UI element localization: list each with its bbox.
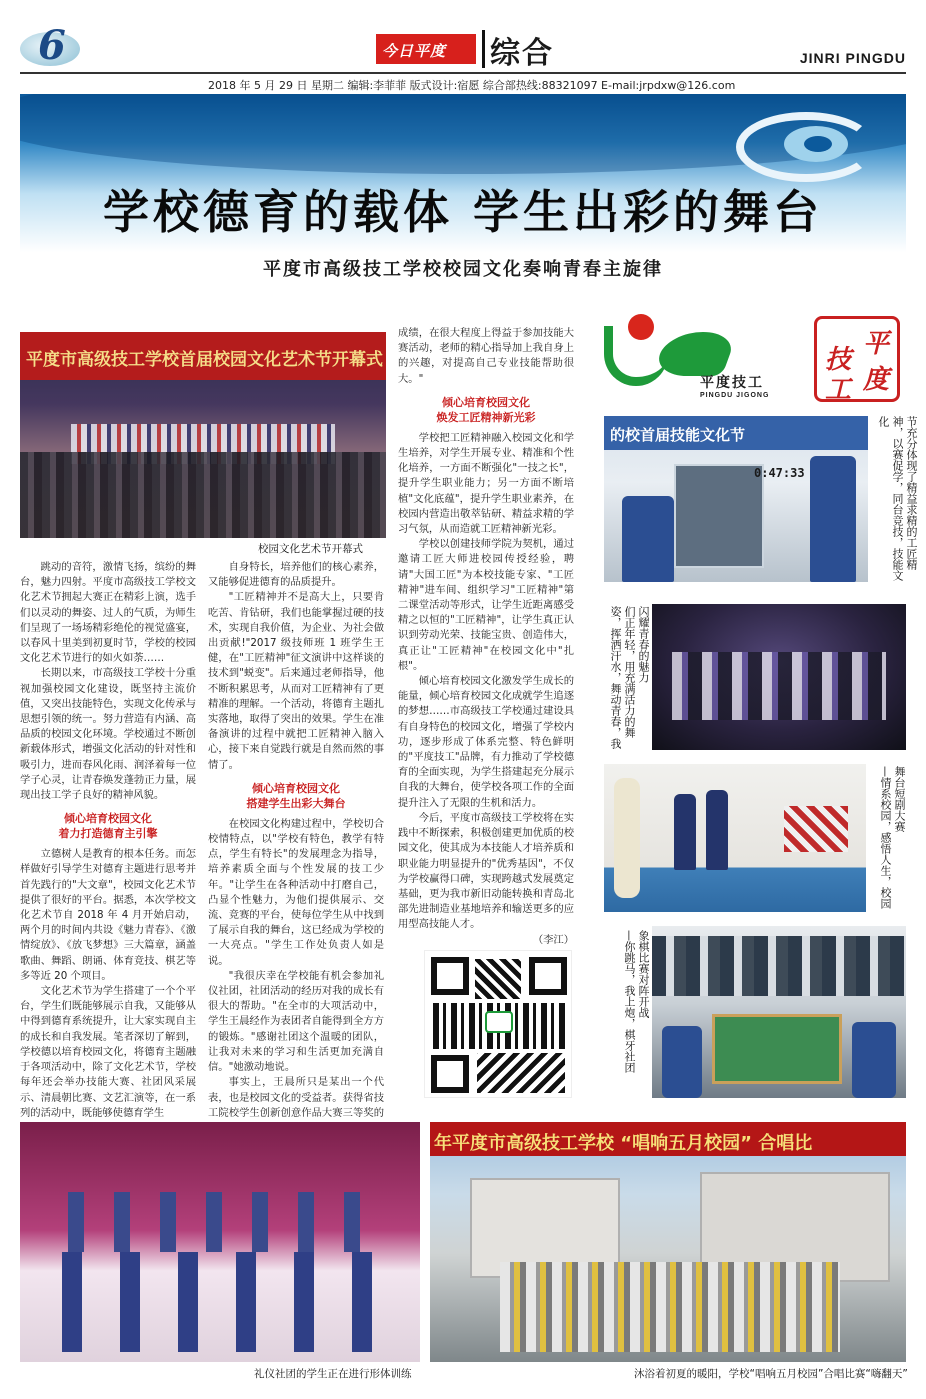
logo-pinyin: PINGDU JIGONG (700, 392, 770, 399)
lab-banner-sign: 的校首届技能文化节 (604, 416, 868, 450)
qr-finder-bl (431, 1055, 469, 1093)
etiquette-training-photo (20, 1122, 420, 1362)
article-column-1 (20, 560, 196, 1121)
lab-photo-caption: 节充分体现了精益求精的工匠精神，以赛促学，同台竞技，技能文化 (877, 416, 918, 581)
article-paragraph: 在校园文化构建过程中，学校切合校情特点，以"学校有特色，教学有特点，学生有特长"的发展理念为指导，培养素质全面与个性发展的技工少年。"让学生在各种活动中打磨自己，凸显个性魅力，为他们提供展示、交流、竞赛的平台，使每位学生从中找到了展示自我的舞台，这已经成为学校的一大亮点。"学生工作处负责人如是说。 (208, 817, 384, 967)
qr-modules (475, 959, 521, 999)
choir-banner-sign: 年平度市高级技工学校 “唱响五月校园” 合唱比 (430, 1122, 906, 1156)
article-paragraph: 文化艺术节为学生搭建了一个个平台，学生们既能够展示自我，又能够从中得到德育系统提升，让大家实现自主的成长和自我发展。笔者深切了解到，学校德以培育校园文化，将德育主题融于各项活动中，除了文化艺术节，学校每年还会举办技能大赛、社团风采展示、清晨朝比赛、文艺汇演等，在一系列的活动中，既能够使德育学生 (20, 985, 196, 1119)
newspaper-brand-logo: 今日平度 (376, 34, 476, 64)
chess-photo-caption: 象棋比赛对阵开战 —你跳马，我上炮，棋牙社团 (623, 930, 650, 1073)
qr-modules (477, 1053, 565, 1093)
stage-prop (614, 778, 640, 898)
qr-code (424, 950, 572, 1098)
actor-figure (674, 794, 696, 870)
dancers (672, 652, 886, 720)
masthead-divider (482, 30, 485, 68)
section-subheading: 倾心培育校园文化 搭建学生出彩大舞台 (246, 781, 346, 810)
article-paragraph: 自身特长，培养他们的核心素养，又能够促进德育的品质提升。 (208, 561, 384, 589)
qr-finder-tr (529, 957, 567, 995)
opening-ceremony-photo (20, 332, 386, 538)
page-headline: 学校德育的载体 学生出彩的舞台 (102, 185, 823, 239)
article-paragraph: 立德树人是教育的根本任务。而怎样做好引导学生对德育主题进行思考并首先践行的"大文章"，校园文化艺术节提供了很好的平台。据悉，本次学校文化艺术节自 2018 年 4 月开始启动，两个月的时间内共设《魅力青春》、《激情绽放》、《放飞梦想》三大篇章，涵盖歌曲、舞蹈、朗诵、体育竞技、棋艺等多等近 20 个项目。 (20, 848, 196, 982)
page-subheadline: 平度市高级技工学校校园文化奏响青春主旋律 (263, 259, 663, 280)
article-paragraph: 今后，平度市高级技工学校将在实践中不断探索，积极创建更加优质的校园文化，使其成为本技能人才培养质和职业能力明显提升的"优秀基因"，不仅为学校赢得口碑，实现跨越式发展奠定基础，更为我市新旧动能转换和青岛北部先进制造业基地培养和输送更多的应用型高技能人才。 (398, 811, 574, 931)
banner-swirl-core (804, 136, 832, 152)
dance-photo-caption: 闪耀青春的魅力 们正年轻，用充满活力的舞姿，挥洒汗水，舞动青春，我 (609, 606, 650, 749)
article-byline: （李江） (532, 933, 574, 946)
page-number-text: 6 (38, 22, 66, 69)
section-title: 综合 (490, 36, 554, 71)
trainee-row-standing (50, 1192, 390, 1252)
student-figure (622, 496, 674, 582)
spectators (652, 936, 906, 996)
training-station (674, 464, 764, 568)
article-paragraph: "工匠精神并不是高大上，只要肯吃苦、肯钻研，我们也能掌握过硬的技术，实现自我价值，为企业、为社会做出贡献!"2017 级技师班 1 班学生王健，在"工匠精神"征文演讲中这样谈的技术到"蜕变"。后来通过老师指导，他不断积累思考，从而对工匠精神有了更精准的理解。一个活动，将德育主题扎实落地，取得了突出的效果。学生在准备演讲的过程中就把工匠精神入脑入心，接下来自觉践行就是自然而然的事情了。 (208, 591, 384, 771)
choir-students (500, 1262, 840, 1352)
page-number (20, 22, 82, 70)
article-paragraph: 学校把工匠精神融入校园文化和学生培养，对学生开展专业、精准和个性化培养，一方面不断强化"一技之长"，提升学生职业能力；另一方面不断培植"文化底蕴"，提升学生职业素养，在校园内营造出敬萃钻研、精益求精的学习气氛，从而造就工匠精神新光彩。 (398, 431, 574, 536)
school-seal: 平 技 工 度 (814, 316, 900, 402)
article-paragraph: 长期以来，市高级技工学校十分重视加强校园文化建设，既坚持主流价值，又突出技能特色，实现文化传承与思想引领的统一。努力营造有内涵、高品质的校园文化环境。学校通过不断创新载体形式，增强文化活动的针对性和吸引力，进而春风化雨、润泽着每一位学子心灵，让青春焕发蓬勃正力量，展现出技工学子良好的精神风貌。 (20, 667, 196, 802)
etiquette-photo-caption: 礼仪社团的学生正在进行形体训练 (254, 1368, 412, 1380)
newspaper-pinyin: JINRI PINGDU (799, 50, 906, 66)
opening-photo-caption: 校园文化艺术节开幕式 (258, 543, 363, 555)
chess-board (712, 1014, 842, 1084)
masthead-rule (20, 72, 906, 74)
timer-display: 0:47:33 (754, 466, 805, 480)
qr-finder-tl (431, 957, 469, 995)
choir-contest-photo (430, 1122, 906, 1362)
article-paragraph: 跳动的音符，激情飞扬，缤纷的舞台，魅力四射。平度市高级技工学校文化艺术节拥起大赛正在精彩上演，选手们以灵动的舞姿、过人的气质，为师生们呈现了一场场精彩绝伦的视觉盛宴，以春风十里美到初夏时节，学校的校园文化艺术节进行的如火如荼…… (20, 561, 196, 665)
article-column-3 (398, 326, 574, 948)
choir-photo-caption: 沐浴着初夏的暖阳，学校“唱响五月校园”合唱比赛“嗨翻天” (634, 1368, 908, 1380)
logo-name: 平度技工 (700, 375, 764, 391)
quilt-prop (784, 806, 848, 852)
article-paragraph: 成绩，在很大程度上得益于参加技能大赛活动，老师的精心指导加上我自身上的兴趣，对提高自己专业技能帮助很大。" (398, 327, 574, 385)
short-drama-photo (604, 764, 866, 912)
dance-performance-photo (652, 604, 906, 750)
article-paragraph: 事实上，王晨所只是某出一个代表，也是校园文化的受益者。获得省技工院校学生创新创意作品大赛三等奖的 (208, 1076, 384, 1119)
player-figure (662, 1026, 702, 1098)
player-figure (852, 1022, 896, 1098)
student-figure (810, 456, 856, 582)
drama-photo-caption: 舞台短剧大赛 —情系校园，感悟人生，校园 (879, 766, 906, 909)
article-column-2 (208, 560, 384, 1136)
qr-center-logo (485, 1011, 513, 1033)
article-paragraph: "我很庆幸在学校能有机会参加礼仪社团，社团活动的经历对我的成长有很大的帮助。"在全市的大项活动中，学生王晨经作为表团者自能得到全方方的锻炼。"感谢社团这个温暖的团队，让我对未来的学习和生活更加充满自信。"她激动地说。 (208, 969, 384, 1074)
actor-figure (706, 790, 728, 870)
section-subheading: 倾心培育校园文化 着力打造德育主引擎 (58, 812, 158, 841)
chess-match-photo (652, 926, 906, 1098)
school-logo (604, 314, 784, 404)
stage-banner-sign: 平度市高级技工学校首届校园文化艺术节开幕式 (20, 332, 386, 380)
article-paragraph: 学校以创建技师学院为契机，通过邀请工匠大师进校园传授经验，聘请"大国工匠"为本校技能专家、"工匠精神"进车间、组织学习"工匠精神"第二课堂活动等形式，让学生近距离感受精之以恒的"工匠精神"，让学生真正认识到劳动光荣、技能宝贵、创造伟大，真正让"工匠精神"在校园文化中"扎根"。 (398, 538, 574, 672)
trainee-row-seated (40, 1252, 400, 1352)
dateline: 2018 年 5 月 29 日 星期二 编辑:李菲菲 版式设计:宿愿 综合部热线:88321097 E-mail:jrpdxw@126.com (208, 79, 736, 92)
section-subheading: 倾心培育校园文化 焕发工匠精神新光彩 (436, 395, 536, 424)
article-paragraph: 倾心培育校园文化激发学生成长的能量，倾心培育校园文化成就学生追逐的梦想……市高级技工学校通过建设具有自身特色的校园文化，增强了学校内功，逐步形成了体系完整、特色鲜明的"平度技工"品牌，有力推动了学校德育的全面实现，为学生搭建起充分展示自我的大舞台，使学校各项工作的全面提升注入了无限的生机和活力。 (398, 675, 574, 809)
skills-competition-photo (604, 416, 868, 582)
audience-crowd (20, 452, 386, 538)
